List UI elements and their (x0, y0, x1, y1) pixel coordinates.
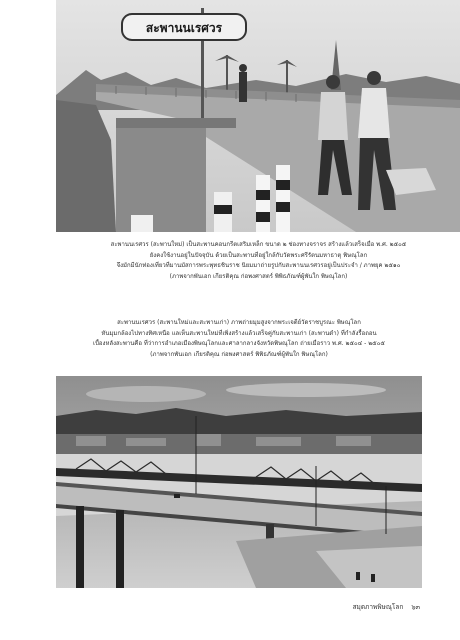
caption-line: ยังคงใช้งานอยู่ในปัจจุบัน ด้วยเป็นสะพานที่อยู่ใกล้กับวัดพระศรีรัตนมหาธาตุ พิษณุโลก (149, 251, 368, 259)
caption-line: หันมุมกล้องไปทางทิศเหนือ แลเห็นสะพานใหม่ที่เพิ่งสร้างแล้วเสร็จคู่กับสะพานเก่า (สะพานดำ) ที่กำลังรื้อถอน (101, 329, 377, 337)
caption-photo-2 (56, 318, 422, 360)
bridge-name-sign: สะพานนเรศวร (145, 21, 223, 35)
page-number: ๖๓ (411, 603, 420, 611)
caption-line: สะพานนเรศวร (สะพานใหม่และสะพานเก่า) ภาพถ่ายมุมสูงจากพระเจดีย์วัดราชบูรณะ พิษณุโลก (117, 319, 361, 326)
caption-line: จึงมักมีนักท่องเที่ยวที่มานมัสการพระพุทธชินราช นิยมมาถ่ายรูปกับสะพานนเรศวรอยู่เป็นประจำ / ภาพยุค ๒๕๑๐ (116, 262, 401, 269)
caption-photo-1 (56, 240, 460, 282)
bridge-photo-2 (56, 376, 422, 588)
bridge-photo-1-illustration (56, 0, 460, 232)
bridge-photo-2-illustration (56, 376, 422, 588)
caption-line: (ภาพจากพันเอก เกียรติคุณ ก่อพงศาสตร์ พิพิธภัณฑ์ผู้พันใก พิษณุโลก) (169, 272, 348, 280)
bridge-photo-1 (56, 0, 460, 232)
book-title: สมุดภาพพิษณุโลก (352, 603, 404, 611)
caption-line: เบื้องหลังสะพานคือ ที่ว่าการอำเภอเมืองพิษณุโลกและศาลากลางจังหวัดพิษณุโลก ถ่ายเมื่อราว พ.ศ. ๒๕๐๔ - ๒๕๐๕ (93, 340, 385, 347)
caption-line: (ภาพจากพันเอก เกียรติคุณ ก่อพงศาสตร์ พิพิธภัณฑ์ผู้พันใก พิษณุโลก) (150, 350, 328, 358)
caption-line: สะพานนเรศวร (สะพานใหม่) เป็นสะพานคอนกรีตเสริมเหล็ก ขนาด ๒ ช่องทางจราจร สร้างแล้วเสร็จเมื่อ พ.ศ. ๒๕๐๕ (110, 241, 407, 248)
page-footer (353, 602, 420, 612)
